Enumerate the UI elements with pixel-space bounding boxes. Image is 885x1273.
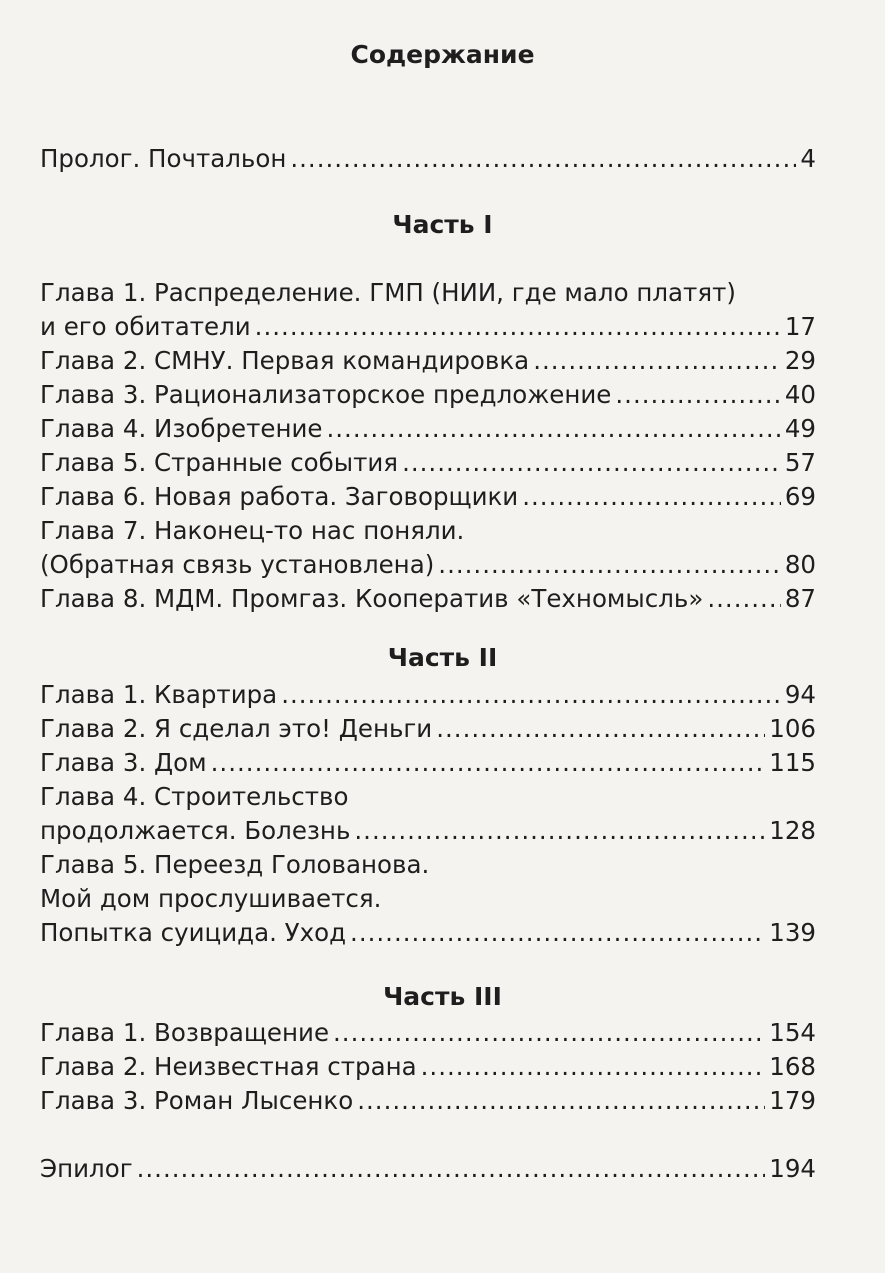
entry-label: продолжается. Болезнь bbox=[40, 816, 351, 845]
dot-leader bbox=[402, 446, 781, 480]
toc-entry-p1-ch4 bbox=[40, 412, 816, 446]
page-number: 4 bbox=[800, 144, 816, 173]
entry-label: и его обитатели bbox=[40, 312, 251, 341]
toc-entry-p2-ch1 bbox=[40, 678, 816, 712]
page-number: 128 bbox=[769, 816, 816, 845]
page-number: 80 bbox=[784, 550, 816, 579]
entry-label: Глава 3. Дом bbox=[40, 748, 207, 777]
toc-entry-p1-ch3 bbox=[40, 378, 816, 412]
entry-label-line: Глава 7. Наконец-то нас поняли. bbox=[40, 516, 465, 545]
page-number: 87 bbox=[784, 584, 816, 613]
entry-label: Глава 5. Странные события bbox=[40, 448, 399, 477]
part-heading-1: Часть I bbox=[392, 210, 493, 239]
page-number: 40 bbox=[784, 380, 816, 409]
toc-entry-p3-ch2 bbox=[40, 1050, 816, 1084]
toc-entry-p1-ch7 bbox=[40, 548, 816, 582]
part-heading-3: Часть III bbox=[383, 982, 502, 1011]
dot-leader bbox=[436, 712, 765, 746]
entry-label: Эпилог bbox=[40, 1154, 133, 1183]
dot-leader bbox=[522, 480, 781, 514]
toc-entry-prologue bbox=[40, 142, 816, 176]
part-heading-2: Часть II bbox=[387, 643, 498, 672]
toc-entry-p2-ch5 bbox=[40, 916, 816, 950]
toc-entry-p2-ch4 bbox=[40, 814, 816, 848]
entry-label: Глава 8. МДМ. Промгаз. Кооператив «Техномысль» bbox=[40, 584, 704, 613]
entry-label-line: Мой дом прослушивается. bbox=[40, 884, 382, 913]
toc-entry-p2-ch2 bbox=[40, 712, 816, 746]
entry-label-line: Глава 4. Строительство bbox=[40, 782, 349, 811]
toc-entry-epilogue bbox=[40, 1152, 816, 1186]
dot-leader bbox=[211, 746, 766, 780]
entry-label: Глава 3. Рационализаторское предложение bbox=[40, 380, 612, 409]
toc-entry-p3-ch3 bbox=[40, 1084, 816, 1118]
page-number: 57 bbox=[784, 448, 816, 477]
entry-label: Глава 1. Квартира bbox=[40, 680, 278, 709]
toc-entry-p1-ch6 bbox=[40, 480, 816, 514]
dot-leader bbox=[290, 142, 796, 176]
entry-label: Глава 2. СМНУ. Первая командировка bbox=[40, 346, 530, 375]
dot-leader bbox=[533, 344, 781, 378]
toc-entry-p1-ch5 bbox=[40, 446, 816, 480]
page-number: 94 bbox=[784, 680, 816, 709]
dot-leader bbox=[354, 814, 765, 848]
page-number: 194 bbox=[769, 1154, 816, 1183]
toc-entry-p1-ch1 bbox=[40, 310, 816, 344]
entry-label: Глава 6. Новая работа. Заговорщики bbox=[40, 482, 519, 511]
page-number: 106 bbox=[769, 714, 816, 743]
page-number: 154 bbox=[769, 1018, 816, 1047]
entry-label: Глава 2. Неизвестная страна bbox=[40, 1052, 417, 1081]
entry-label-line: Глава 5. Переезд Голованова. bbox=[40, 850, 430, 879]
page-number: 115 bbox=[769, 748, 816, 777]
entry-label: Попытка суицида. Уход bbox=[40, 918, 347, 947]
dot-leader bbox=[255, 310, 781, 344]
entry-label: Глава 1. Возвращение bbox=[40, 1018, 330, 1047]
page-number: 69 bbox=[784, 482, 816, 511]
toc-entry-p1-ch2 bbox=[40, 344, 816, 378]
page-number: 139 bbox=[769, 918, 816, 947]
entry-label-line: Глава 1. Распределение. ГМП (НИИ, где мало платят) bbox=[40, 278, 736, 307]
toc-entry-p3-ch1 bbox=[40, 1016, 816, 1050]
page-number: 179 bbox=[769, 1086, 816, 1115]
dot-leader bbox=[281, 678, 781, 712]
dot-leader bbox=[615, 378, 780, 412]
page-title: Содержание bbox=[350, 40, 535, 69]
dot-leader bbox=[707, 582, 780, 616]
entry-label: Глава 3. Роман Лысенко bbox=[40, 1086, 354, 1115]
dot-leader bbox=[326, 412, 780, 446]
dot-leader bbox=[438, 548, 781, 582]
dot-leader bbox=[137, 1152, 766, 1186]
dot-leader bbox=[350, 916, 765, 950]
page-number: 49 bbox=[784, 414, 816, 443]
dot-leader bbox=[357, 1084, 765, 1118]
entry-label: Глава 2. Я сделал это! Деньги bbox=[40, 714, 433, 743]
entry-label: Глава 4. Изобретение bbox=[40, 414, 323, 443]
page-number: 168 bbox=[769, 1052, 816, 1081]
toc-entry-p1-ch8 bbox=[40, 582, 816, 616]
entry-label: (Обратная связь установлена) bbox=[40, 550, 435, 579]
page-number: 17 bbox=[784, 312, 816, 341]
dot-leader bbox=[333, 1016, 765, 1050]
page-number: 29 bbox=[784, 346, 816, 375]
dot-leader bbox=[421, 1050, 766, 1084]
toc-entry-p2-ch3 bbox=[40, 746, 816, 780]
entry-label: Пролог. Почтальон bbox=[40, 144, 287, 173]
